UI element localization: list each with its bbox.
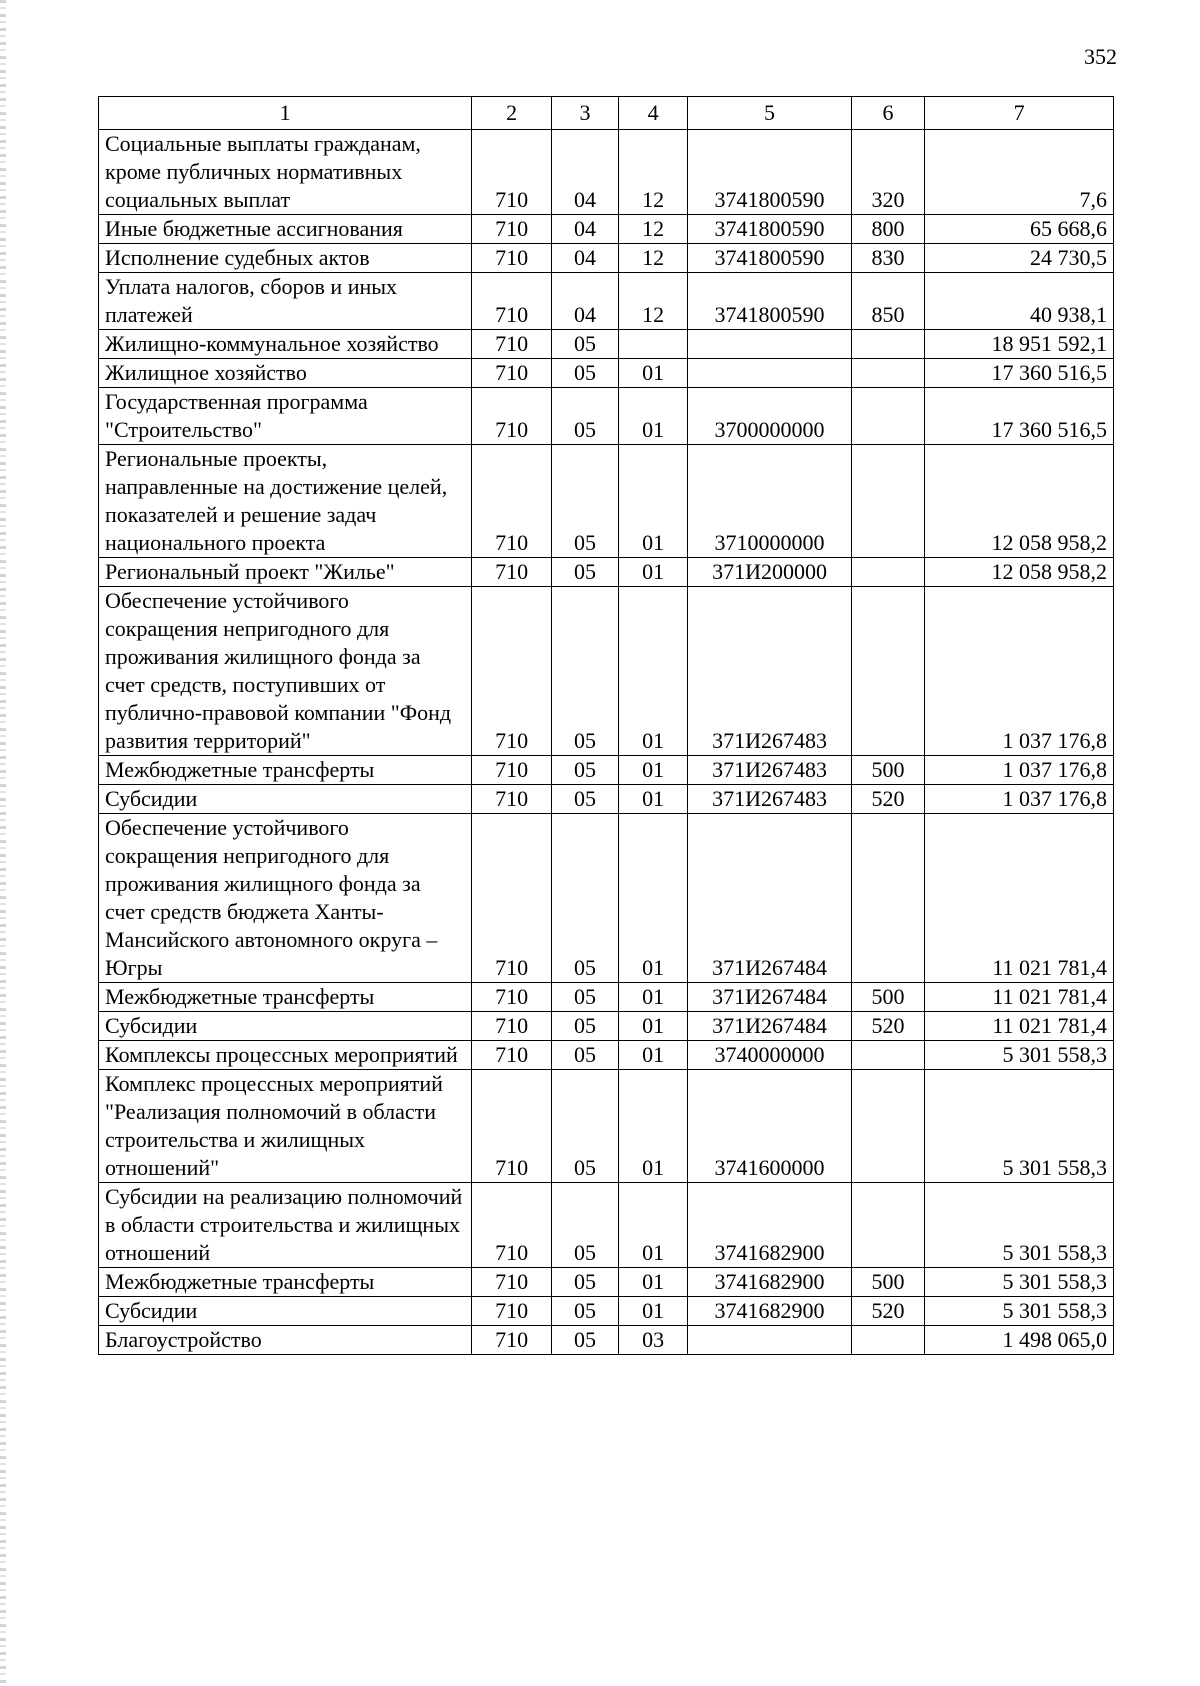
cell-section: 05 bbox=[551, 983, 618, 1012]
cell-target-article: 371И267483 bbox=[688, 587, 852, 756]
cell-target-article: 3741800590 bbox=[688, 273, 852, 330]
cell-subsection: 01 bbox=[619, 1268, 688, 1297]
cell-amount: 18 951 592,1 bbox=[925, 330, 1114, 359]
cell-subsection: 12 bbox=[619, 215, 688, 244]
header-col-3: 3 bbox=[551, 97, 618, 130]
cell-expense-type bbox=[851, 359, 924, 388]
cell-name: Жилищно-коммунальное хозяйство bbox=[99, 330, 472, 359]
cell-section: 05 bbox=[551, 1041, 618, 1070]
cell-target-article: 3700000000 bbox=[688, 388, 852, 445]
cell-name: Социальные выплаты гражданам, кроме публичных нормативных социальных выплат bbox=[99, 130, 472, 215]
cell-expense-type: 800 bbox=[851, 215, 924, 244]
table-row bbox=[99, 359, 1114, 388]
cell-subsection: 01 bbox=[619, 1070, 688, 1183]
cell-subsection: 01 bbox=[619, 785, 688, 814]
cell-expense-type bbox=[851, 330, 924, 359]
cell-section: 05 bbox=[551, 1297, 618, 1326]
cell-section: 05 bbox=[551, 388, 618, 445]
cell-target-article: 371И267484 bbox=[688, 814, 852, 983]
cell-ministry-code: 710 bbox=[472, 756, 552, 785]
cell-section: 05 bbox=[551, 1012, 618, 1041]
cell-expense-type: 830 bbox=[851, 244, 924, 273]
cell-target-article: 3740000000 bbox=[688, 1041, 852, 1070]
cell-amount: 5 301 558,3 bbox=[925, 1268, 1114, 1297]
table-row bbox=[99, 1326, 1114, 1355]
cell-section: 04 bbox=[551, 273, 618, 330]
cell-section: 05 bbox=[551, 1183, 618, 1268]
cell-amount: 17 360 516,5 bbox=[925, 388, 1114, 445]
cell-expense-type: 500 bbox=[851, 983, 924, 1012]
table-row bbox=[99, 1012, 1114, 1041]
cell-target-article: 371И267484 bbox=[688, 1012, 852, 1041]
cell-amount: 11 021 781,4 bbox=[925, 814, 1114, 983]
cell-name: Комплекс процессных мероприятий "Реализация полномочий в области строительства и жилищных отношений" bbox=[99, 1070, 472, 1183]
cell-name: Региональный проект "Жилье" bbox=[99, 558, 472, 587]
cell-target-article bbox=[688, 330, 852, 359]
cell-target-article: 3741800590 bbox=[688, 215, 852, 244]
cell-subsection: 01 bbox=[619, 814, 688, 983]
cell-ministry-code: 710 bbox=[472, 785, 552, 814]
cell-name: Межбюджетные трансферты bbox=[99, 756, 472, 785]
cell-section: 05 bbox=[551, 558, 618, 587]
cell-amount: 12 058 958,2 bbox=[925, 558, 1114, 587]
table-body bbox=[99, 130, 1114, 1355]
cell-target-article bbox=[688, 359, 852, 388]
cell-name: Уплата налогов, сборов и иных платежей bbox=[99, 273, 472, 330]
cell-name: Обеспечение устойчивого сокращения непригодного для проживания жилищного фонда за счет средств, поступивших от публично-правовой компании "Фонд развития территорий" bbox=[99, 587, 472, 756]
header-col-6: 6 bbox=[851, 97, 924, 130]
table-row bbox=[99, 273, 1114, 330]
cell-expense-type bbox=[851, 1326, 924, 1355]
header-col-2: 2 bbox=[472, 97, 552, 130]
cell-ministry-code: 710 bbox=[472, 1183, 552, 1268]
cell-expense-type bbox=[851, 1041, 924, 1070]
cell-target-article: 3710000000 bbox=[688, 445, 852, 558]
cell-name: Субсидии bbox=[99, 1297, 472, 1326]
cell-subsection: 03 bbox=[619, 1326, 688, 1355]
cell-target-article: 371И267483 bbox=[688, 785, 852, 814]
cell-expense-type bbox=[851, 388, 924, 445]
cell-amount: 5 301 558,3 bbox=[925, 1041, 1114, 1070]
table-row bbox=[99, 388, 1114, 445]
cell-name: Комплексы процессных мероприятий bbox=[99, 1041, 472, 1070]
cell-section: 05 bbox=[551, 359, 618, 388]
table-row bbox=[99, 558, 1114, 587]
cell-section: 05 bbox=[551, 1326, 618, 1355]
cell-expense-type bbox=[851, 814, 924, 983]
cell-target-article: 371И267484 bbox=[688, 983, 852, 1012]
cell-ministry-code: 710 bbox=[472, 388, 552, 445]
table-row bbox=[99, 1183, 1114, 1268]
cell-ministry-code: 710 bbox=[472, 244, 552, 273]
cell-amount: 12 058 958,2 bbox=[925, 445, 1114, 558]
cell-amount: 40 938,1 bbox=[925, 273, 1114, 330]
cell-expense-type: 320 bbox=[851, 130, 924, 215]
cell-target-article: 3741682900 bbox=[688, 1297, 852, 1326]
table-row bbox=[99, 244, 1114, 273]
cell-name: Субсидии bbox=[99, 1012, 472, 1041]
cell-ministry-code: 710 bbox=[472, 130, 552, 215]
scan-edge bbox=[0, 0, 6, 1686]
cell-subsection: 01 bbox=[619, 445, 688, 558]
cell-expense-type: 520 bbox=[851, 785, 924, 814]
cell-subsection: 01 bbox=[619, 1041, 688, 1070]
cell-amount: 65 668,6 bbox=[925, 215, 1114, 244]
cell-ministry-code: 710 bbox=[472, 1070, 552, 1183]
table-row bbox=[99, 445, 1114, 558]
cell-subsection: 01 bbox=[619, 587, 688, 756]
cell-section: 05 bbox=[551, 445, 618, 558]
table-row bbox=[99, 1268, 1114, 1297]
header-col-1: 1 bbox=[99, 97, 472, 130]
cell-subsection: 01 bbox=[619, 1183, 688, 1268]
cell-section: 04 bbox=[551, 244, 618, 273]
cell-section: 04 bbox=[551, 130, 618, 215]
table-row bbox=[99, 1041, 1114, 1070]
cell-subsection: 12 bbox=[619, 244, 688, 273]
cell-amount: 1 498 065,0 bbox=[925, 1326, 1114, 1355]
cell-section: 05 bbox=[551, 785, 618, 814]
cell-section: 04 bbox=[551, 215, 618, 244]
cell-target-article: 3741800590 bbox=[688, 130, 852, 215]
header-row bbox=[99, 97, 1114, 130]
cell-subsection: 01 bbox=[619, 558, 688, 587]
table-row bbox=[99, 1070, 1114, 1183]
cell-ministry-code: 710 bbox=[472, 1268, 552, 1297]
cell-ministry-code: 710 bbox=[472, 1012, 552, 1041]
cell-subsection: 01 bbox=[619, 1297, 688, 1326]
cell-ministry-code: 710 bbox=[472, 983, 552, 1012]
cell-amount: 7,6 bbox=[925, 130, 1114, 215]
cell-target-article: 3741800590 bbox=[688, 244, 852, 273]
table-row bbox=[99, 983, 1114, 1012]
cell-amount: 17 360 516,5 bbox=[925, 359, 1114, 388]
budget-table bbox=[98, 96, 1114, 1355]
cell-ministry-code: 710 bbox=[472, 1041, 552, 1070]
cell-expense-type bbox=[851, 445, 924, 558]
cell-amount: 5 301 558,3 bbox=[925, 1183, 1114, 1268]
cell-section: 05 bbox=[551, 1268, 618, 1297]
cell-ministry-code: 710 bbox=[472, 330, 552, 359]
cell-name: Обеспечение устойчивого сокращения непригодного для проживания жилищного фонда за счет средств бюджета Ханты-Мансийского автономного округа – Югры bbox=[99, 814, 472, 983]
cell-name: Государственная программа "Строительство" bbox=[99, 388, 472, 445]
cell-ministry-code: 710 bbox=[472, 587, 552, 756]
cell-expense-type: 500 bbox=[851, 756, 924, 785]
cell-ministry-code: 710 bbox=[472, 1297, 552, 1326]
cell-ministry-code: 710 bbox=[472, 445, 552, 558]
cell-amount: 1 037 176,8 bbox=[925, 756, 1114, 785]
table-row bbox=[99, 215, 1114, 244]
cell-target-article: 3741682900 bbox=[688, 1268, 852, 1297]
header-col-7: 7 bbox=[925, 97, 1114, 130]
cell-target-article bbox=[688, 1326, 852, 1355]
header-col-4: 4 bbox=[619, 97, 688, 130]
cell-ministry-code: 710 bbox=[472, 814, 552, 983]
cell-amount: 1 037 176,8 bbox=[925, 785, 1114, 814]
page-number: 352 bbox=[1084, 44, 1117, 69]
cell-ministry-code: 710 bbox=[472, 558, 552, 587]
cell-amount: 11 021 781,4 bbox=[925, 983, 1114, 1012]
table-row bbox=[99, 756, 1114, 785]
table-row bbox=[99, 587, 1114, 756]
cell-name: Жилищное хозяйство bbox=[99, 359, 472, 388]
cell-ministry-code: 710 bbox=[472, 359, 552, 388]
cell-target-article: 3741682900 bbox=[688, 1183, 852, 1268]
cell-expense-type bbox=[851, 558, 924, 587]
cell-subsection: 01 bbox=[619, 1012, 688, 1041]
cell-expense-type bbox=[851, 1183, 924, 1268]
cell-subsection: 01 bbox=[619, 359, 688, 388]
cell-ministry-code: 710 bbox=[472, 215, 552, 244]
header-col-5: 5 bbox=[688, 97, 852, 130]
cell-subsection: 01 bbox=[619, 983, 688, 1012]
cell-target-article: 3741600000 bbox=[688, 1070, 852, 1183]
cell-expense-type: 520 bbox=[851, 1297, 924, 1326]
cell-amount: 11 021 781,4 bbox=[925, 1012, 1114, 1041]
cell-ministry-code: 710 bbox=[472, 273, 552, 330]
cell-amount: 1 037 176,8 bbox=[925, 587, 1114, 756]
cell-expense-type: 850 bbox=[851, 273, 924, 330]
cell-amount: 5 301 558,3 bbox=[925, 1070, 1114, 1183]
cell-expense-type: 520 bbox=[851, 1012, 924, 1041]
table-row bbox=[99, 330, 1114, 359]
cell-name: Субсидии на реализацию полномочий в области строительства и жилищных отношений bbox=[99, 1183, 472, 1268]
cell-amount: 24 730,5 bbox=[925, 244, 1114, 273]
cell-name: Иные бюджетные ассигнования bbox=[99, 215, 472, 244]
cell-section: 05 bbox=[551, 330, 618, 359]
cell-expense-type bbox=[851, 587, 924, 756]
table-row bbox=[99, 1297, 1114, 1326]
cell-target-article: 371И200000 bbox=[688, 558, 852, 587]
table-row bbox=[99, 130, 1114, 215]
cell-name: Исполнение судебных актов bbox=[99, 244, 472, 273]
cell-subsection: 12 bbox=[619, 130, 688, 215]
cell-name: Благоустройство bbox=[99, 1326, 472, 1355]
cell-name: Межбюджетные трансферты bbox=[99, 983, 472, 1012]
cell-section: 05 bbox=[551, 587, 618, 756]
cell-section: 05 bbox=[551, 756, 618, 785]
cell-expense-type: 500 bbox=[851, 1268, 924, 1297]
table-row bbox=[99, 785, 1114, 814]
cell-name: Субсидии bbox=[99, 785, 472, 814]
cell-section: 05 bbox=[551, 814, 618, 983]
cell-section: 05 bbox=[551, 1070, 618, 1183]
cell-subsection: 01 bbox=[619, 388, 688, 445]
cell-subsection: 01 bbox=[619, 756, 688, 785]
cell-ministry-code: 710 bbox=[472, 1326, 552, 1355]
cell-amount: 5 301 558,3 bbox=[925, 1297, 1114, 1326]
cell-name: Региональные проекты, направленные на достижение целей, показателей и решение задач национального проекта bbox=[99, 445, 472, 558]
cell-target-article: 371И267483 bbox=[688, 756, 852, 785]
cell-subsection bbox=[619, 330, 688, 359]
table-row bbox=[99, 814, 1114, 983]
cell-subsection: 12 bbox=[619, 273, 688, 330]
cell-name: Межбюджетные трансферты bbox=[99, 1268, 472, 1297]
cell-expense-type bbox=[851, 1070, 924, 1183]
